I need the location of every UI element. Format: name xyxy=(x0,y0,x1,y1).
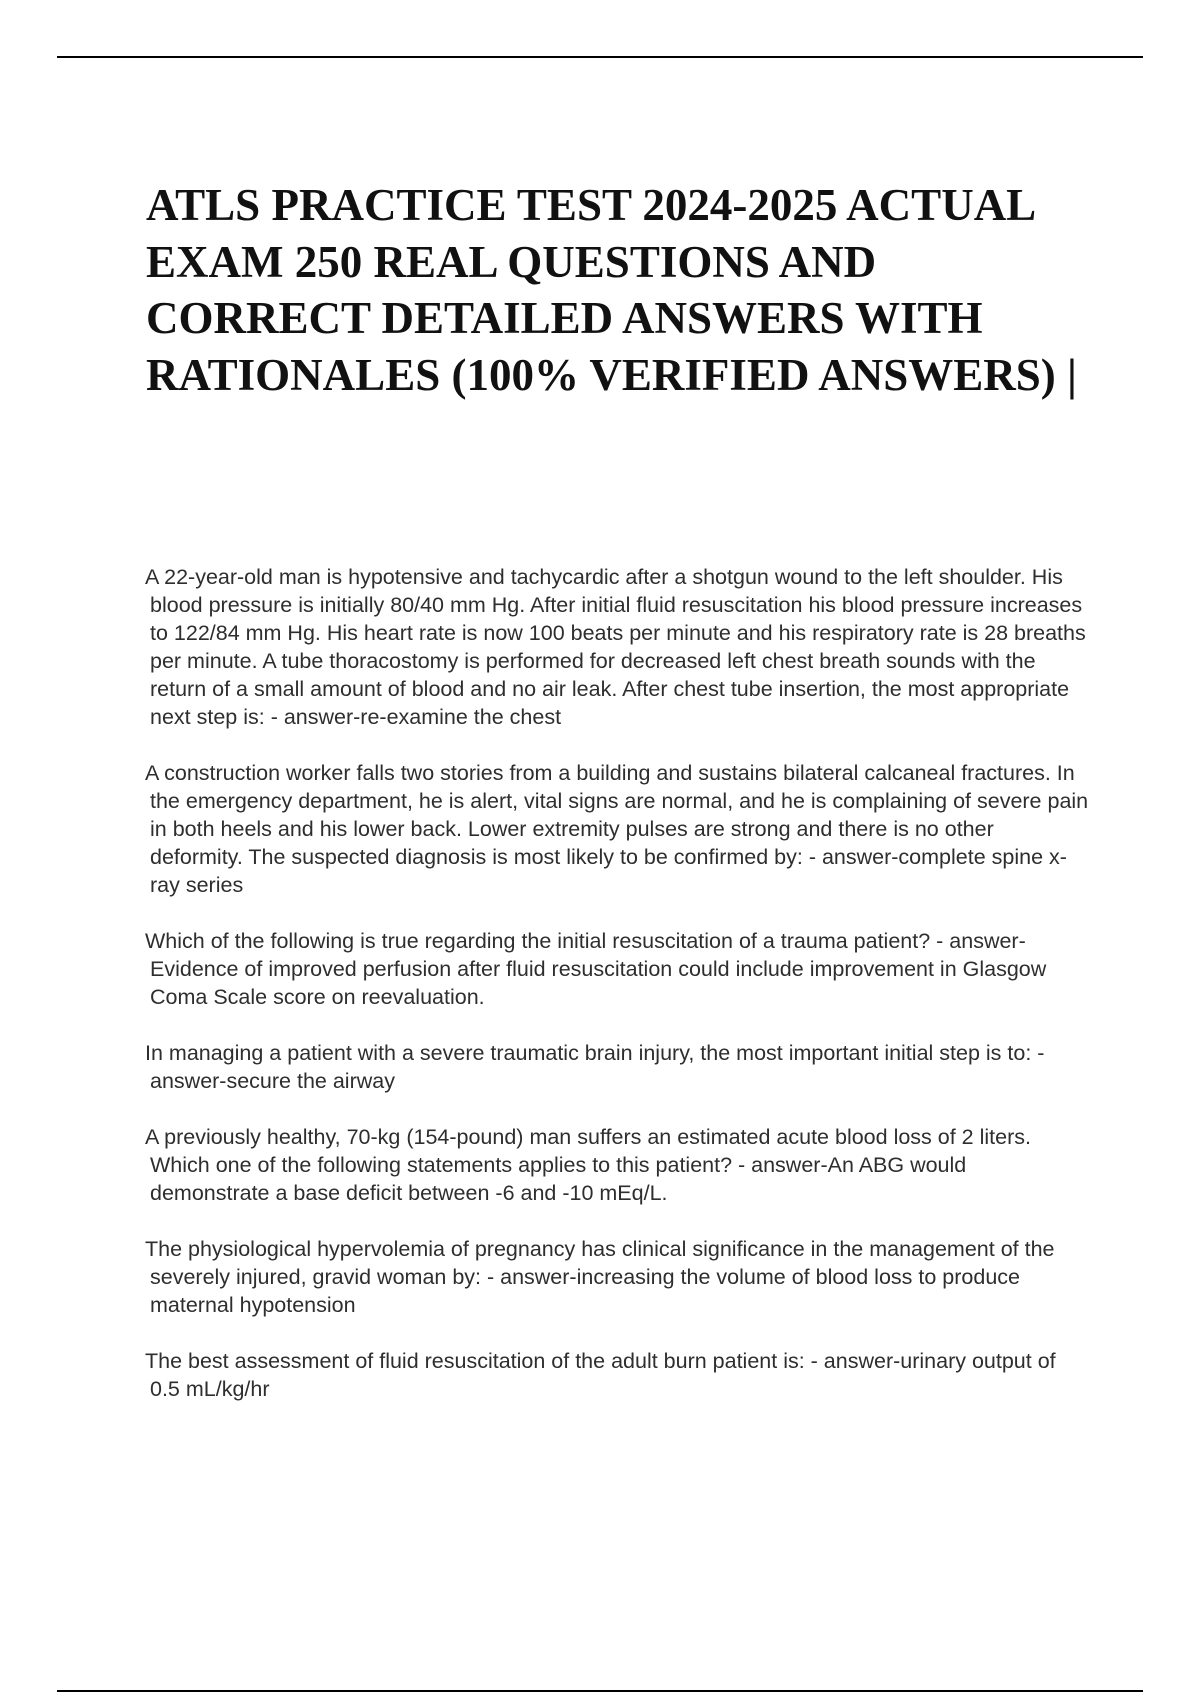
question-item: Which of the following is true regarding the initial resuscitation of a trauma patient? - answer-Evidence of improved perfusion after fluid resuscitation could include improvement in Glasgow Coma Scale score on reevaluation. xyxy=(145,929,1047,1009)
question-item: A 22-year-old man is hypotensive and tachycardic after a shotgun wound to the left shoulder. His blood pressure is initially 80/40 mm Hg. After initial fluid resuscitation his blood pressure increases to 122/84 mm Hg. His heart rate is now 100 beats per minute and his respiratory rate is 28 breaths per minute. A tube thoracostomy is performed for decreased left chest breath sounds with the return of a small amount of blood and no air leak. After chest tube insertion, the most appropriate next step is: - answer-re-examine the chest xyxy=(145,565,1086,729)
question-item: The best assessment of fluid resuscitation of the adult burn patient is: - answer-urinary output of 0.5 mL/kg/hr xyxy=(145,1349,1056,1401)
question-list xyxy=(145,563,1090,1431)
question-item: A previously healthy, 70-kg (154-pound) man suffers an estimated acute blood loss of 2 liters. Which one of the following statements applies to this patient? - answer-An ABG would demonstrate a base deficit between -6 and -10 mEq/L. xyxy=(145,1125,1031,1205)
question-item: The physiological hypervolemia of pregnancy has clinical significance in the management of the severely injured, gravid woman by: - answer-increasing the volume of blood loss to produce maternal hypotension xyxy=(145,1237,1055,1317)
question-item: In managing a patient with a severe traumatic brain injury, the most important initial step is to: - answer-secure the airway xyxy=(145,1041,1045,1093)
footer-rule xyxy=(57,1690,1143,1692)
question-item: A construction worker falls two stories from a building and sustains bilateral calcaneal fractures. In the emergency department, he is alert, vital signs are normal, and he is complaining of severe pain in both heels and his lower back. Lower extremity pulses are strong and there is no other deformity. The suspected diagnosis is most likely to be confirmed by: - answer-complete spine x-ray series xyxy=(145,761,1089,897)
document-title: ATLS PRACTICE TEST 2024-2025 ACTUAL EXAM 250 REAL QUESTIONS AND CORRECT DETAILED ANSWERS WITH RATIONALES (100% VERIFIED ANSWERS) | xyxy=(146,180,1077,400)
header-rule xyxy=(57,56,1143,58)
